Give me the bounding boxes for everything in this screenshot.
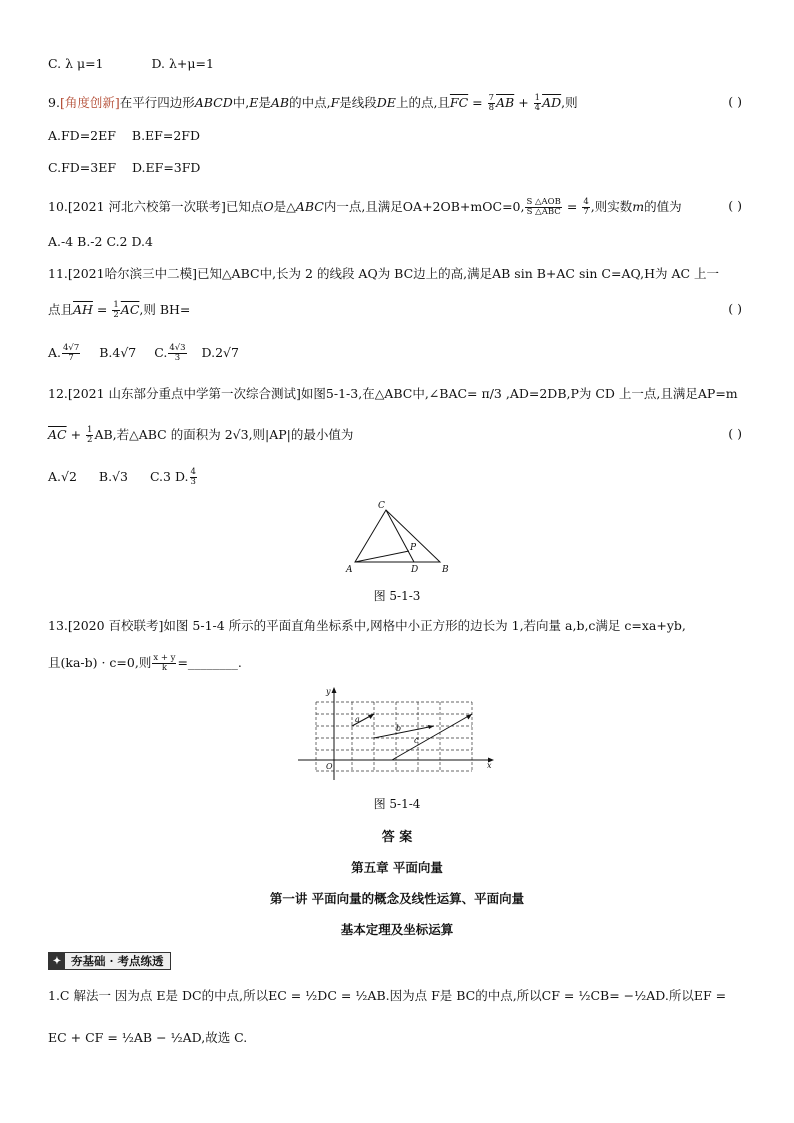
q10-answer-paren: ( ) bbox=[728, 198, 742, 213]
q9-option-a: A.FD=2EF bbox=[48, 128, 116, 143]
answers-title: 答 案 bbox=[381, 830, 413, 845]
q9-text: 是 bbox=[258, 95, 271, 110]
q9-text: ABCD bbox=[194, 95, 233, 110]
q12-answer-paren: ( ) bbox=[728, 426, 742, 441]
q9-text: + bbox=[514, 95, 533, 110]
q9-text: F bbox=[330, 95, 340, 110]
frac-den: 4 bbox=[534, 103, 541, 113]
q9-answer-paren: ( ) bbox=[728, 94, 742, 109]
chapter-title: 第五章 平面向量 bbox=[351, 860, 443, 875]
q12-stem-line2 bbox=[48, 426, 353, 445]
q9-number: 9. bbox=[48, 95, 60, 110]
fraction-4sqrt7-7 bbox=[62, 344, 80, 363]
vector-ac: $\overline{AC}$ bbox=[120, 302, 140, 317]
q9-text: 在平行四边形 bbox=[119, 95, 195, 110]
frac-den: 2 bbox=[113, 310, 119, 320]
axis-label-y: y bbox=[326, 687, 331, 696]
q8-options bbox=[48, 56, 214, 72]
frac-num: 4√3 bbox=[169, 343, 186, 353]
vector-c-label: c bbox=[414, 736, 419, 745]
q11-option-a: A. bbox=[48, 345, 62, 360]
frac-num: 4√7 bbox=[63, 343, 80, 353]
fraction-4-3 bbox=[190, 468, 197, 487]
q9-text: 中, bbox=[232, 95, 250, 110]
q11-text: 点且 bbox=[48, 302, 74, 317]
q10-text: m bbox=[632, 199, 645, 214]
q9-stem bbox=[48, 94, 578, 113]
section-label: 夯基础 · 考点练透 bbox=[65, 953, 170, 969]
fraction-4-7 bbox=[582, 198, 589, 217]
figure-5-1-3 bbox=[340, 496, 460, 578]
lecture-title-line2: 基本定理及坐标运算 bbox=[340, 922, 454, 937]
q12-option-b: B.√3 bbox=[98, 469, 128, 484]
vector-a-label: a bbox=[355, 715, 360, 724]
q12-text: + bbox=[66, 427, 86, 442]
frac-num: 1 bbox=[534, 93, 541, 103]
q9-text: 的中点, bbox=[289, 95, 331, 110]
q11-option-c: C. bbox=[154, 345, 168, 360]
q12-option-a: A.√2 bbox=[48, 469, 77, 484]
section-tag bbox=[48, 952, 171, 970]
frac-den: S △ABC bbox=[526, 207, 561, 217]
area-ratio bbox=[525, 198, 561, 217]
frac-num: S △AOB bbox=[526, 197, 561, 207]
q10-text: 的值为 bbox=[644, 199, 682, 214]
frac-num: 1 bbox=[113, 300, 119, 310]
q9-text: E bbox=[249, 95, 259, 110]
label-p: P bbox=[410, 543, 417, 553]
answer-1-line2: EC + CF = ½AB − ½AD,故选 C. bbox=[48, 1030, 248, 1045]
lecture-title-line1: 第一讲 平面向量的概念及线性运算、平面向量 bbox=[269, 891, 525, 906]
q9-text: DE bbox=[376, 95, 396, 110]
fraction-1-2 bbox=[112, 301, 119, 320]
frac-num: 4 bbox=[583, 197, 589, 207]
fraction-7-8 bbox=[488, 94, 495, 113]
vector-ab: $\overline{AB}$ bbox=[496, 95, 515, 110]
q9-options-cd bbox=[48, 160, 200, 176]
q8-option-d: D. λ+μ=1 bbox=[151, 56, 214, 71]
q9-options-ab bbox=[48, 128, 200, 144]
q11-option-b: B.4√7 bbox=[99, 345, 137, 360]
fraction-4sqrt3-3 bbox=[168, 344, 186, 363]
q9-text: AB bbox=[270, 95, 290, 110]
q12-options bbox=[48, 468, 198, 487]
fraction-x-plus-y-over-k bbox=[152, 654, 176, 673]
q10-text: ABC bbox=[295, 199, 324, 214]
label-d: D bbox=[411, 565, 419, 575]
q10-text: = bbox=[562, 199, 582, 214]
figure-5-1-3-caption: 图 5-1-3 bbox=[373, 589, 421, 603]
vector-ah: $\overline{AH}$ bbox=[73, 302, 93, 317]
lightbulb-icon: ✦ bbox=[49, 953, 65, 969]
q9-option-b: B.EF=2FD bbox=[131, 128, 200, 143]
frac-den: k bbox=[161, 663, 167, 673]
q9-text: 上的点,且 bbox=[395, 95, 450, 110]
figure-5-1-4-caption: 图 5-1-4 bbox=[373, 797, 421, 811]
q12-option-c-d: C.3 D. bbox=[149, 469, 189, 484]
frac-den: 7 bbox=[68, 353, 74, 363]
q13-text: 且(ka-b) · c=0,则 bbox=[48, 655, 152, 670]
q9-text: ,则 bbox=[561, 95, 578, 110]
q10-text: 是△ bbox=[273, 199, 296, 214]
q12-stem-line1: 12.[2021 山东部分重点中学第一次综合测试]如图5-1-3,在△ABC中,∠BAC= π/3 ,AD=2DB,P为 CD 上一点,且满足AP=m bbox=[48, 386, 738, 401]
vector-ac: $\overline{AC}$ bbox=[48, 427, 67, 442]
label-c: C bbox=[378, 501, 385, 511]
q12-text: AB,若△ABC 的面积为 2√3,则|AP|的最小值为 bbox=[94, 427, 354, 442]
q11-stem-line1: 11.[2021哈尔滨三中二模]已知△ABC中,长为 2 的线段 AQ为 BC边上的高,满足AB sin B+AC sin C=AQ,H为 AC 上一 bbox=[48, 266, 720, 281]
q13-stem-line2 bbox=[48, 654, 242, 673]
q11-options bbox=[48, 344, 239, 363]
q9-option-d: D.EF=3FD bbox=[131, 160, 201, 175]
q11-option-d: D.2√7 bbox=[201, 345, 239, 360]
frac-den: 2 bbox=[87, 435, 93, 445]
vector-ad: $\overline{AD}$ bbox=[542, 95, 562, 110]
q9-text: = bbox=[468, 95, 487, 110]
q11-stem-line2 bbox=[48, 301, 190, 320]
q11-text: ,则 BH= bbox=[139, 302, 191, 317]
q13-text: =________. bbox=[177, 655, 242, 670]
q11-text: = bbox=[92, 302, 112, 317]
frac-den: 3 bbox=[190, 477, 196, 487]
axis-label-x: x bbox=[487, 761, 492, 770]
frac-num: 4 bbox=[190, 467, 196, 477]
frac-den: 8 bbox=[488, 103, 495, 113]
q10-vector-expr: OA+2OB+mOC=0, bbox=[402, 199, 525, 214]
q9-tag: [角度创新] bbox=[59, 95, 120, 110]
frac-den: 3 bbox=[174, 353, 181, 363]
vector-fc: $\overline{FC}$ bbox=[449, 95, 469, 110]
frac-num: x + y bbox=[153, 653, 176, 663]
q10-options: A.-4 B.-2 C.2 D.4 bbox=[48, 234, 153, 249]
fraction-1-2 bbox=[86, 426, 93, 445]
vector-b-label: b bbox=[396, 724, 402, 733]
q10-text: 10.[2021 河北六校第一次联考]已知点 bbox=[48, 199, 264, 214]
label-b: B bbox=[442, 565, 449, 575]
q8-option-c: C. λ μ=1 bbox=[48, 56, 104, 71]
q10-text: O bbox=[263, 199, 274, 214]
q9-option-c: C.FD=3EF bbox=[48, 160, 117, 175]
q11-answer-paren: ( ) bbox=[728, 301, 742, 316]
frac-den: 7 bbox=[583, 207, 589, 217]
fraction-1-4 bbox=[534, 94, 541, 113]
q13-stem-line1: 13.[2020 百校联考]如图 5-1-4 所示的平面直角坐标系中,网格中小正方形的边长为 1,若向量 a,b,c满足 c=xa+yb, bbox=[48, 618, 686, 633]
q10-text: ,则实数 bbox=[590, 199, 633, 214]
q9-text: 是线段 bbox=[339, 95, 377, 110]
answer-1-line1: 1.C 解法一 因为点 E是 DC的中点,所以EC = ½DC = ½AB.因为点 F是 BC的中点,所以CF = ½CB= −½AD.所以EF = bbox=[48, 988, 727, 1003]
figure-5-1-4 bbox=[296, 686, 500, 782]
frac-num: 7 bbox=[488, 93, 495, 103]
origin-label: O bbox=[326, 762, 333, 771]
frac-num: 1 bbox=[87, 425, 93, 435]
label-a: A bbox=[346, 565, 353, 575]
q10-stem bbox=[48, 198, 682, 217]
q10-text: 内一点,且满足 bbox=[323, 199, 403, 214]
